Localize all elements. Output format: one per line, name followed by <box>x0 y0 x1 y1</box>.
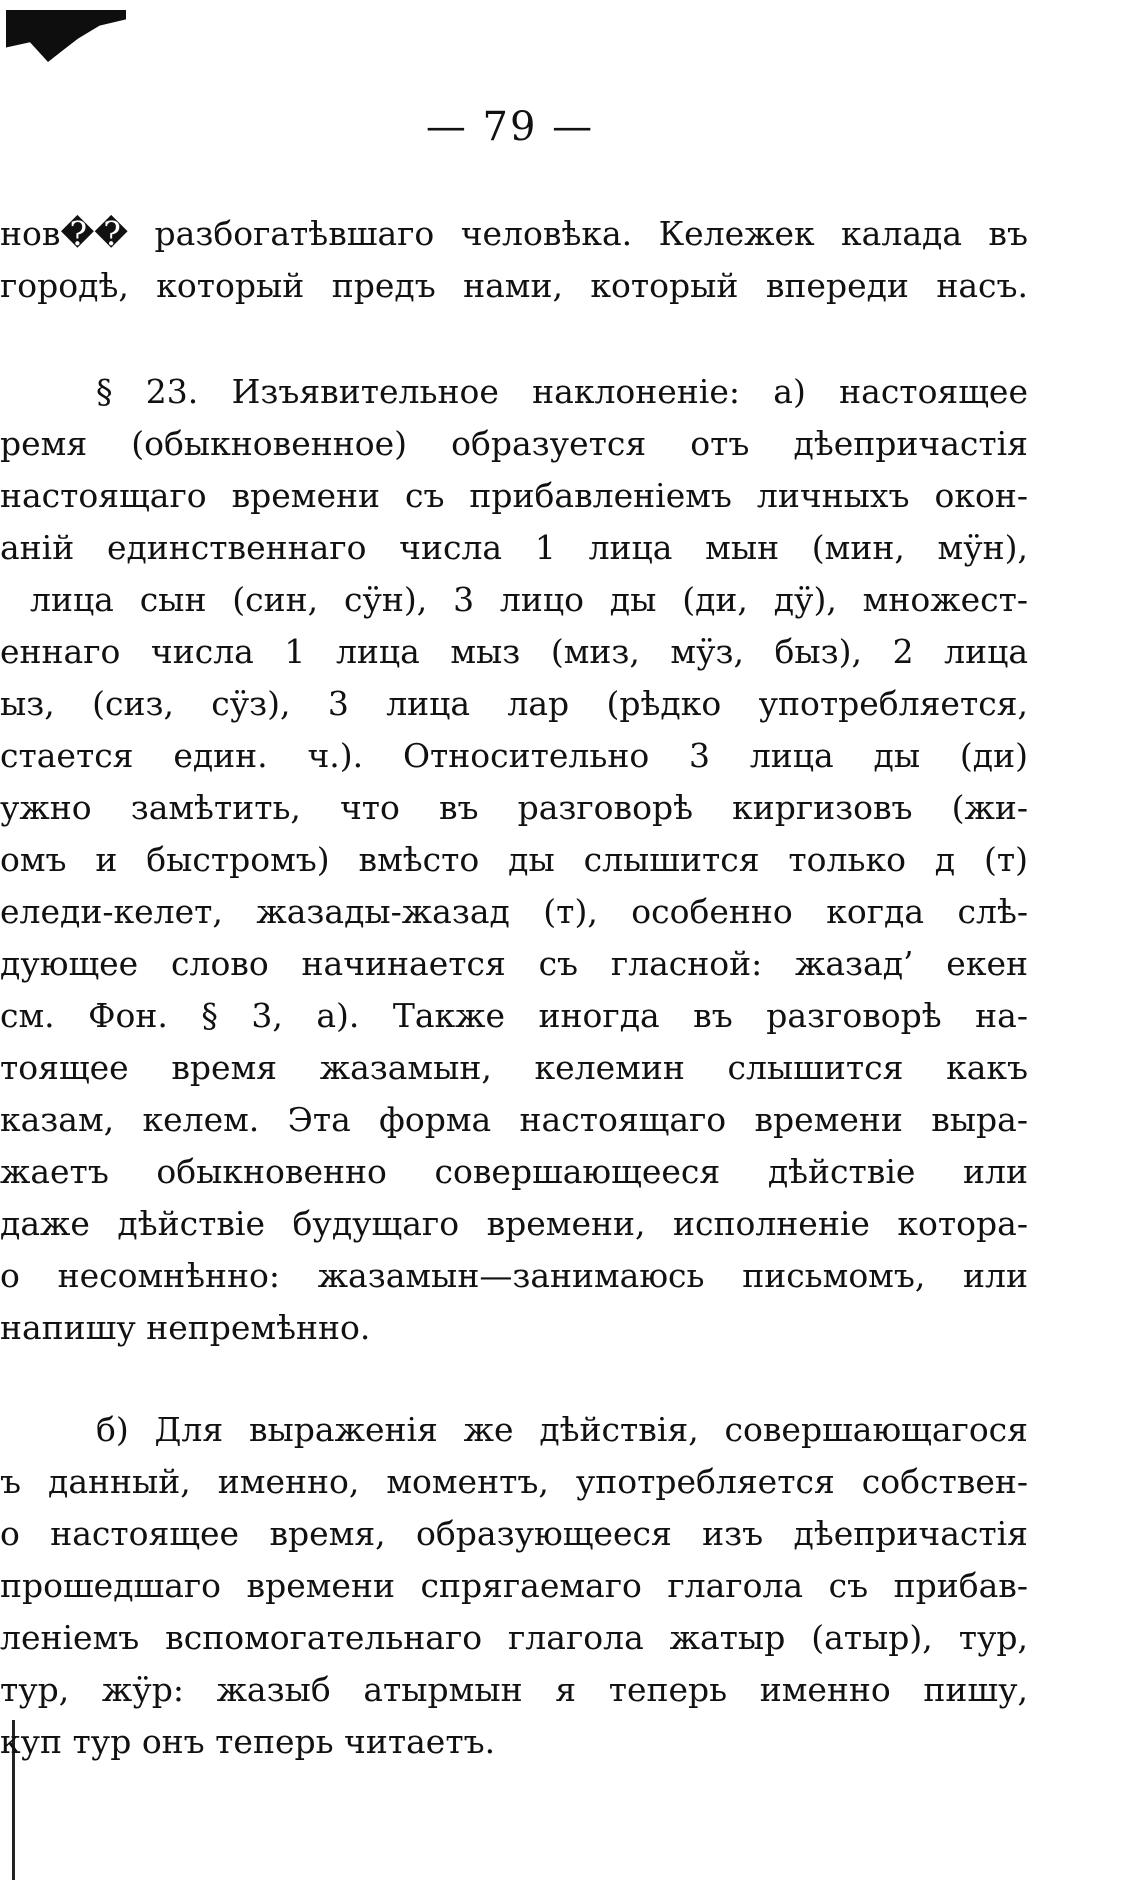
text-line: ужно замѣтить, что въ разговорѣ киргизовъ (жи- <box>0 788 1028 827</box>
text-line: напишу непремѣнно. <box>0 1308 371 1347</box>
paragraph-b <box>0 1404 1028 1768</box>
text-line: аній единственнаго числа 1 лица мын (мин, мӱн), <box>0 528 1028 567</box>
text-line: прошедшаго времени спрягаемаго глагола съ прибав- <box>0 1566 1028 1605</box>
text-line: о несомнѣнно: жазамын—занимаюсь письмомъ, или <box>0 1256 1028 1295</box>
text-line: § 23. Изъявительное наклоненіе: а) настоящее <box>96 372 1028 411</box>
text-line: б) Для выраженія же дѣйствія, совершающагося <box>96 1410 1028 1449</box>
text-line: ремя (обыкновенное) образуется отъ дѣепричастія <box>0 424 1028 463</box>
paragraph-continuation <box>0 208 1028 312</box>
text-line: городѣ, который предъ нами, который впереди насъ. <box>0 266 1028 305</box>
text-line: омъ и быстромъ) вмѣсто ды слышится только д (т) <box>0 840 1028 879</box>
text-line: тоящее время жазамын, келемин слышится какъ <box>0 1048 1028 1087</box>
text-line: тур, жӱр: жазыб атырмын я теперь именно пишу, <box>0 1670 1028 1709</box>
text-line: еледи-келет, жазады-жазад (т), особенно когда слѣ- <box>0 892 1028 931</box>
text-line: ыз, (сиз, сӱз), 3 лица лар (рѣдко употребляется, <box>0 684 1028 723</box>
text-line: стается един. ч.). Относительно 3 лица ды (ди) <box>0 736 1028 775</box>
text-line: казам, келем. Эта форма настоящаго времени выра- <box>0 1100 1028 1139</box>
ink-blot-mark <box>6 10 126 62</box>
text-line: см. Фон. § 3, а). Также иногда въ разговорѣ на- <box>0 996 1028 1035</box>
text-line: даже дѣйствіе будущаго времени, исполненіе котора- <box>0 1204 1028 1243</box>
paragraph-section-23 <box>0 366 1028 1354</box>
text-line: куп тур онъ теперь читаетъ. <box>0 1722 496 1761</box>
text-line: ъ данный, именно, моментъ, употребляется собствен- <box>0 1462 1028 1501</box>
text-line: леніемъ вспомогательнаго глагола жатыр (атыр), тур, <box>0 1618 1028 1657</box>
text-line: лица сын (син, сӱн), 3 лицо ды (ди, дӱ), множест- <box>30 580 1028 619</box>
text-line: жаетъ обыкновенно совершающееся дѣйствіе или <box>0 1152 1028 1191</box>
text-line: настоящаго времени съ прибавленіемъ личныхъ окон- <box>0 476 1028 515</box>
text-line: о настоящее время, образующееся изъ дѣепричастія <box>0 1514 1028 1553</box>
text-line: нов�� разбогатѣвшаго человѣка. Кележек калада въ <box>0 214 1028 253</box>
text-line: еннаго числа 1 лица мыз (миз, мӱз, быз), 2 лица <box>0 632 1028 671</box>
text-line: дующее слово начинается съ гласной: жазад’ екен <box>0 944 1028 983</box>
page-number: — 79 — <box>425 104 595 150</box>
